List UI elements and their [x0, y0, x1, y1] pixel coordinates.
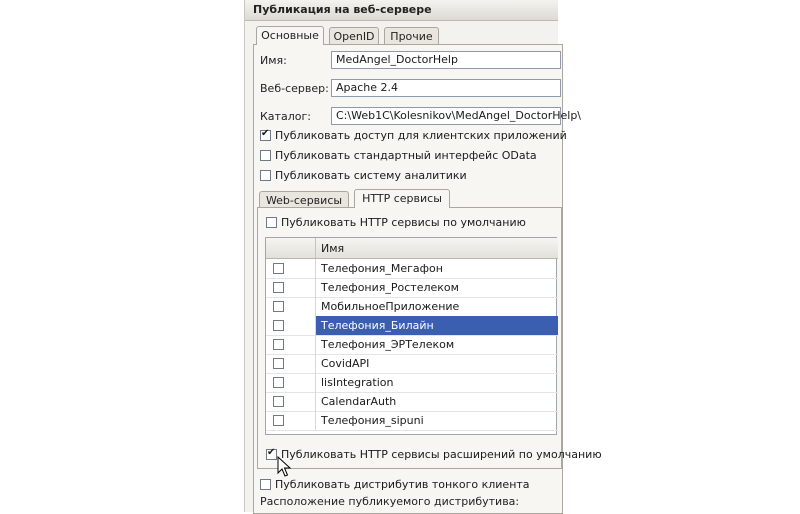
checkbox-column-header [266, 238, 316, 258]
table-row[interactable] [266, 335, 558, 355]
tab-web-services[interactable]: Web-сервисы [259, 191, 349, 208]
service-name: МобильноеПриложение [321, 300, 460, 313]
row-checkbox[interactable] [273, 301, 284, 312]
publish-odata-checkbox[interactable] [260, 150, 271, 161]
webserver-label: Веб-сервер: [260, 82, 329, 95]
publish-thin-client-checkbox[interactable] [260, 479, 271, 490]
name-label: Имя: [260, 54, 287, 67]
tab-http-services[interactable]: HTTP сервисы [354, 189, 450, 208]
http-services-table [265, 237, 557, 435]
row-checkbox[interactable] [273, 263, 284, 274]
service-name: Телефония_Мегафон [321, 262, 443, 275]
publish-client-access-option[interactable] [260, 127, 567, 143]
publish-odata-option[interactable] [260, 147, 537, 163]
table-row[interactable] [266, 392, 558, 412]
table-row-selected[interactable] [266, 316, 558, 336]
row-checkbox[interactable] [273, 358, 284, 369]
row-checkbox-cell [266, 316, 316, 335]
publish-thin-client-label: Публиковать дистрибутив тонкого клиента [275, 477, 530, 491]
publish-http-ext-option[interactable] [266, 446, 602, 462]
publish-http-default-option[interactable] [266, 214, 526, 230]
publish-http-ext-label: Публиковать HTTP сервисы расширений по умолчанию [281, 447, 602, 461]
publish-odata-label: Публиковать стандартный интерфейс OData [275, 148, 537, 162]
tab-other[interactable]: Прочие [384, 27, 439, 44]
service-name: CalendarAuth [321, 395, 397, 408]
webserver-select[interactable]: Apache 2.4 [331, 79, 561, 97]
publish-analytics-option[interactable] [260, 167, 467, 183]
name-column-header: Имя [321, 242, 345, 255]
publish-http-default-label: Публиковать HTTP сервисы по умолчанию [281, 215, 526, 229]
publish-analytics-label: Публиковать систему аналитики [275, 168, 467, 182]
row-checkbox[interactable] [273, 396, 284, 407]
row-checkbox[interactable] [273, 377, 284, 388]
service-name: Телефония_sipuni [321, 414, 424, 427]
row-checkbox[interactable] [273, 282, 284, 293]
publish-http-default-checkbox[interactable] [266, 217, 277, 228]
row-checkbox-cell [266, 297, 316, 316]
service-name: Телефония_Ростелеком [321, 281, 459, 294]
name-field[interactable]: MedAngel_DoctorHelp [331, 51, 561, 69]
catalog-label: Каталог: [260, 110, 311, 123]
table-row[interactable] [266, 411, 558, 431]
table-row[interactable] [266, 354, 558, 374]
table-header [266, 238, 558, 259]
publish-http-ext-checkbox[interactable] [266, 449, 277, 460]
row-checkbox[interactable] [273, 339, 284, 350]
service-name: Телефония_ЭРТелеком [321, 338, 455, 351]
table-row[interactable] [266, 297, 558, 317]
publish-client-access-label: Публиковать доступ для клиентских приложений [275, 128, 567, 142]
row-checkbox[interactable] [273, 415, 284, 426]
row-checkbox-cell [266, 335, 316, 354]
publish-analytics-checkbox[interactable] [260, 170, 271, 181]
tab-openid[interactable]: OpenID [329, 27, 379, 44]
publish-thin-client-option[interactable] [260, 476, 530, 492]
service-name: CovidAPI [321, 357, 370, 370]
table-row[interactable] [266, 373, 558, 393]
service-name: lisIntegration [321, 376, 394, 389]
table-row[interactable] [266, 278, 558, 298]
row-checkbox-cell [266, 392, 316, 411]
table-row[interactable] [266, 259, 558, 279]
tab-main[interactable]: Основные [256, 26, 324, 45]
row-checkbox[interactable] [273, 320, 284, 331]
publish-client-access-checkbox[interactable] [260, 130, 271, 141]
catalog-field[interactable]: C:\Web1C\Kolesnikov\MedAngel_DoctorHelp\ [331, 107, 561, 125]
mouse-cursor-icon [277, 456, 291, 478]
row-checkbox-cell [266, 259, 316, 278]
row-checkbox-cell [266, 411, 316, 430]
distrib-location-label: Расположение публикуемого дистрибутива: [260, 495, 520, 508]
row-checkbox-cell [266, 278, 316, 297]
row-checkbox-cell [266, 354, 316, 373]
dialog-titlebar [245, 0, 558, 21]
service-name: Телефония_Билайн [321, 319, 434, 332]
row-checkbox-cell [266, 373, 316, 392]
dialog-title: Публикация на веб-сервере [253, 3, 432, 16]
